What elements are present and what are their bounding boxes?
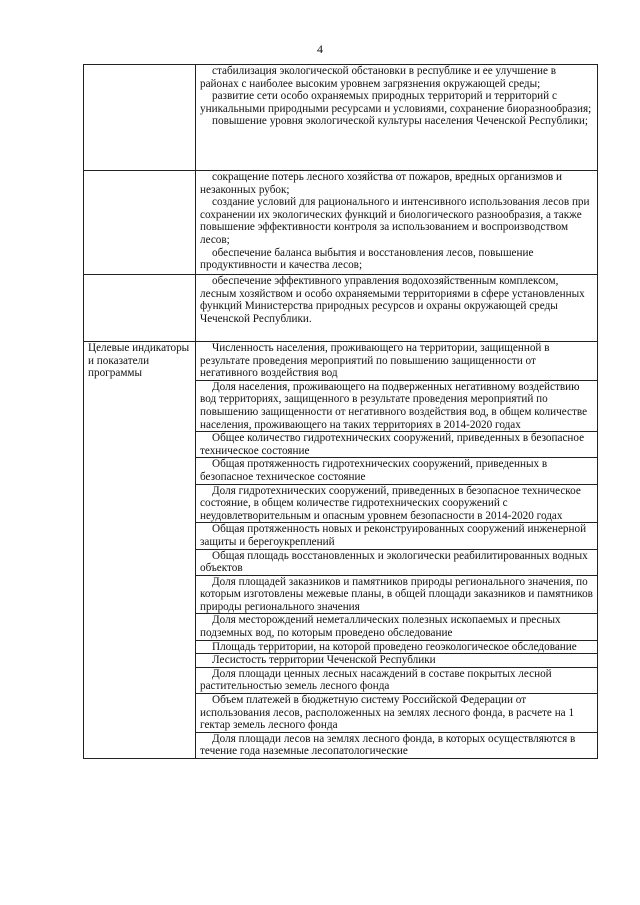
goals-cell <box>196 65 598 171</box>
goals-row-management <box>84 275 598 342</box>
indicator-text: Доля площади ценных лесных насаждений в составе покрытых лесной растительностью земель лесного фонда <box>196 667 598 693</box>
empty-label-cell <box>84 171 196 275</box>
indicator-text: Доля месторождений неметаллических полезных ископаемых и пресных подземных вод, по которым проведено обследование <box>196 614 598 640</box>
goal-text: повышение уровня экологической культуры населения Чеченской Республики; <box>212 115 588 128</box>
empty-label-cell <box>84 275 196 342</box>
program-passport-table <box>83 64 598 759</box>
indicator-text: Доля площадей заказников и памятников природы регионального значения, по которым изготовлены межевые планы, в общей площади заказников и памятников природы регионального значения <box>196 575 598 614</box>
goal-text: создание условий для рационального и интенсивного использования лесов при сохранении их экологических функций и биологического разнообразия, а также повышение эффективности контроля за использованием и воспроизводством лесов; <box>200 196 590 246</box>
goal-text: развитие сети особо охраняемых природных территорий и территорий с уникальными природными ресурсами и условиями, сохранение биоразнообразия; <box>200 90 592 115</box>
indicator-row <box>84 342 598 381</box>
indicator-text: Общая протяженность новых и реконструированных сооружений инженерной защиты и берегоукреплений <box>196 523 598 549</box>
indicators-label: Целевые индикаторы и показатели программы <box>84 342 196 759</box>
indicator-text: Общее количество гидротехнических сооружений, приведенных в безопасное техническое состояние <box>196 432 598 458</box>
indicator-text: Численность населения, проживающего на территории, защищенной в результате проведения мероприятий по повышению защищенности от негативного воздействия вод <box>196 342 598 381</box>
goals-cell <box>196 171 598 275</box>
indicator-text: Доля площади лесов на землях лесного фонда, в которых осуществляются в течение года наземные лесопатологические <box>196 732 598 758</box>
indicator-text: Лесистость территории Чеченской Республики <box>196 654 598 668</box>
indicator-text: Общая протяженность гидротехнических сооружений, приведенных в безопасное техническое состояние <box>196 458 598 484</box>
goal-text: обеспечение эффективного управления водохозяйственным комплексом, лесным хозяйством и особо охраняемыми территориями в сфере установленных функций Министерства природных ресурсов и охраны окружающей среды Чеченской Республики. <box>200 275 585 325</box>
indicator-text: Объем платежей в бюджетную систему Российской Федерации от использования лесов, расположенных на землях лесного фонда, в расчете на 1 гектар земель лесного фонда <box>196 694 598 733</box>
goal-text: стабилизация экологической обстановки в республике и ее улучшение в районах с наиболее высоким уровнем загрязнения окружающей среды; <box>200 65 557 90</box>
page-number: 4 <box>317 42 323 56</box>
indicator-text: Доля населения, проживающего на подверженных негативному воздействию вод территориях, защищенного в результате проведения мероприятий по повышению защищенности от негативного воздействия вод, в общем количестве населения, проживающего на таких территориях в 2014-2020 годах <box>196 380 598 431</box>
indicator-text: Площадь территории, на которой проведено геоэкологическое обследование <box>196 640 598 654</box>
indicator-text: Общая площадь восстановленных и экологически реабилитированных водных объектов <box>196 549 598 575</box>
empty-label-cell <box>84 65 196 171</box>
goals-row-forestry <box>84 171 598 275</box>
goals-cell <box>196 275 598 342</box>
goals-row-environment <box>84 65 598 171</box>
goal-text: сокращение потерь лесного хозяйства от пожаров, вредных организмов и незаконных рубок; <box>200 171 562 196</box>
indicator-text: Доля гидротехнических сооружений, приведенных в безопасное техническое состояние, в общем количестве гидротехнических сооружений с неудовлетворительным и опасным уровнем безопасности в 2014-2020 годах <box>196 484 598 523</box>
goal-text: обеспечение баланса выбытия и восстановления лесов, повышение продуктивности и качества лесов; <box>200 246 534 272</box>
